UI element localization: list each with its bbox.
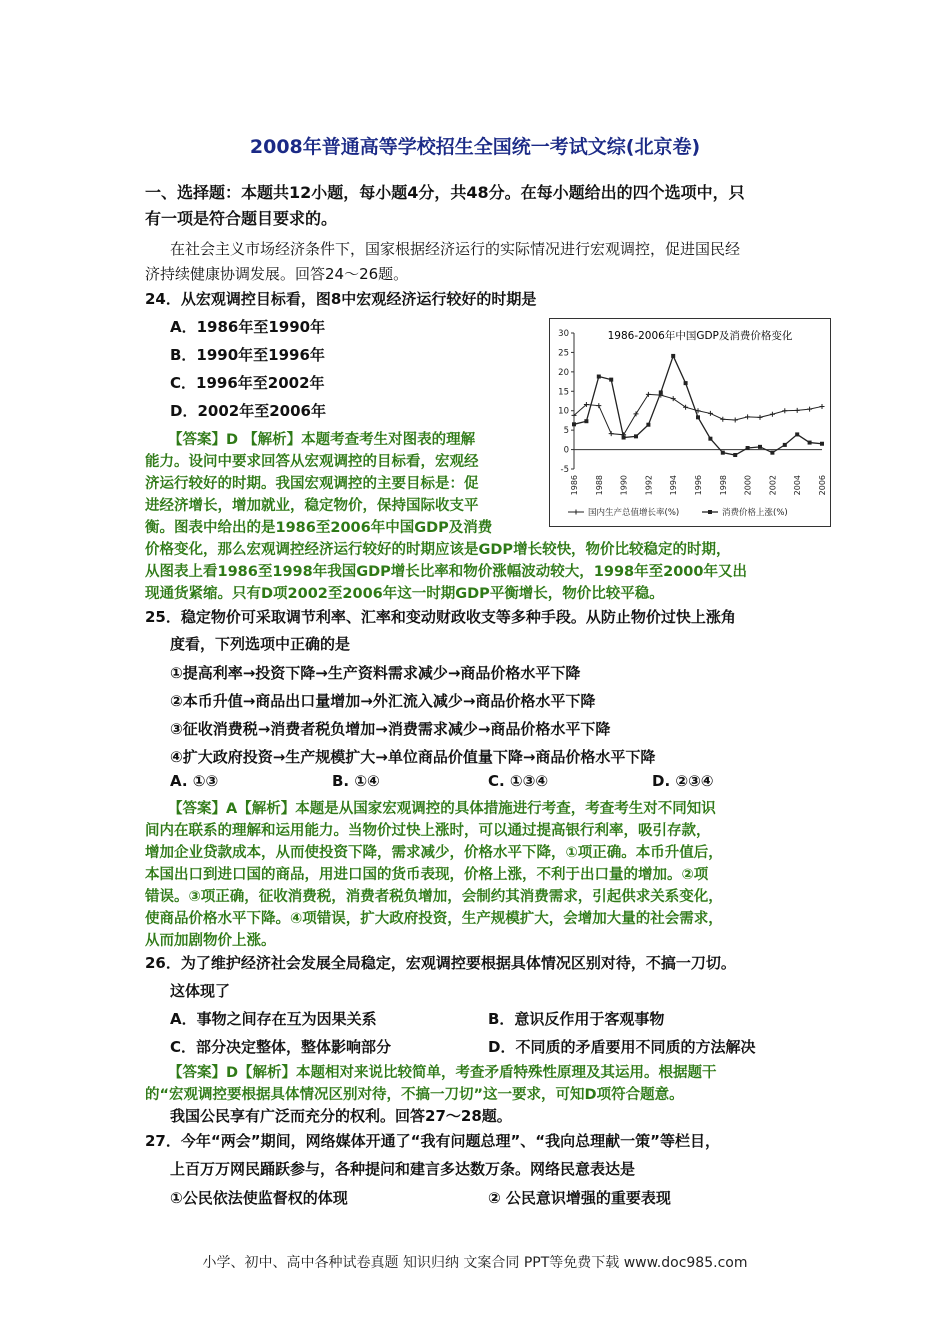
q24-option-a: A．1986年至1990年 (170, 318, 326, 336)
series-line (574, 394, 822, 434)
q26-answer-line: 的“宏观调控要根据具体情况区别对待，不搞一刀切”这一要求，可知D项符合题意。 (145, 1087, 684, 1103)
y-tick-label: 15 (558, 387, 569, 398)
data-point (795, 432, 799, 436)
q25-answer-line: 本国出口到进口国的商品，用进口国的货币表现，价格上涨，不利于出口量的增加。②项 (145, 867, 709, 883)
q24-answer-line: 价格变化，那么宏观调控经济运行较好的时期应该是GDP增长较快，物价比较稳定的时期， (145, 542, 731, 558)
data-point (584, 419, 588, 423)
q27-stem-line-2: 上百万万网民踊跃参与，各种提问和建言多达数万条。网络民意表达是 (170, 1160, 636, 1178)
q24-answer-line: 衡。图表中给出的是1986至2006年中国GDP及消费 (145, 520, 493, 536)
q25-choice-c: C. ①③④ (488, 772, 549, 790)
x-tick-label: 1998 (718, 475, 728, 496)
q26-option-c: C．部分决定整体，整体影响部分 (170, 1038, 392, 1056)
q24-option-c: C．1996年至2002年 (170, 374, 325, 392)
data-point (782, 408, 787, 413)
q25-stem-line-1: 25．稳定物价可采取调节利率、汇率和变动财政收支等多种手段。从防止物价过快上涨角 (145, 608, 736, 626)
q26-option-d: D．不同质的矛盾要用不同质的方法解决 (488, 1038, 756, 1056)
y-tick-label: 10 (558, 406, 569, 417)
q26-stem-line-1: 26．为了维护经济社会发展全局稳定，宏观调控要根据具体情况区别对待，不搞一刀切。 (145, 954, 736, 972)
data-point (646, 392, 651, 397)
y-tick-label: 20 (558, 367, 569, 378)
series-line (574, 356, 822, 455)
data-point (596, 403, 601, 408)
x-tick-label: 2002 (768, 475, 778, 496)
q25-answer-line: 从而加剧物价上涨。 (145, 933, 276, 949)
document-title: 2008年普通高等学校招生全国统一考试文综(北京卷) (249, 136, 701, 158)
q25-item: ②本币升值→商品出口量增加→外汇流入减少→商品价格水平下降 (170, 692, 596, 710)
chart-canvas (550, 319, 830, 526)
q24-answer-line: 从图表上看1986至1998年我国GDP增长比率和物价涨幅波动较大，1998年至2000年又出 (145, 564, 747, 580)
q24-answer-line: 能力。设问中要求回答从宏观调控的目标看，宏观经 (145, 454, 479, 470)
q26-answer-line: 【答案】D【解析】本题相对来说比较简单，考查矛盾特殊性原理及其运用。根据题干 (168, 1065, 717, 1081)
q25-answer-line: 错误。③项正确，征收消费税，消费者税负增加，会制约其消费需求，引起供求关系变化， (145, 889, 723, 905)
data-point (572, 422, 576, 426)
data-point (758, 415, 763, 420)
data-point (770, 412, 775, 417)
intro-27-28: 我国公民享有广泛而充分的权利。回答27～28题。 (170, 1107, 512, 1125)
data-point (807, 407, 812, 412)
footer-ad: 小学、初中、高中各种试卷真题 知识归纳 文案合同 PPT等免费下载 www.doc985.com (202, 1255, 748, 1271)
intro-line-1: 在社会主义市场经济条件下，国家根据经济运行的实际情况进行宏观调控，促进国民经 (170, 240, 741, 258)
data-point (634, 434, 638, 438)
intro-line-2: 济持续健康协调发展。回答24～26题。 (145, 265, 409, 283)
x-tick-label: 1992 (644, 475, 654, 496)
q25-item: ③征收消费税→消费者税负增加→消费需求减少→商品价格水平下降 (170, 720, 611, 738)
q27-item: ② 公民意识增强的重要表现 (488, 1189, 671, 1207)
data-point (758, 445, 762, 449)
data-point (622, 436, 626, 440)
gdp-cpi-chart (549, 318, 831, 527)
q25-choice-a: A. ①③ (170, 772, 219, 790)
data-point (646, 423, 650, 427)
data-point (746, 446, 750, 450)
data-point (733, 453, 737, 457)
q25-choice-d: D. ②③④ (652, 772, 714, 790)
data-point (770, 451, 774, 455)
q25-item: ①提高利率→投资下降→生产资料需求减少→商品价格水平下降 (170, 664, 581, 682)
data-point (609, 378, 613, 382)
q25-stem-line-2: 度看，下列选项中正确的是 (170, 635, 351, 653)
q24-answer-line: 【答案】D 【解析】本题考查考生对图表的理解 (168, 432, 476, 448)
section-heading-line-1: 一、选择题：本题共12小题，每小题4分，共48分。在每小题给出的四个选项中，只 (145, 183, 745, 202)
data-point (708, 411, 713, 416)
legend-marker (708, 510, 712, 514)
q27-item: ①公民依法使监督权的体现 (170, 1189, 348, 1207)
q25-answer-line: 使商品价格水平下降。④项错误，扩大政府投资，生产规模扩大，会增加大量的社会需求， (145, 911, 723, 927)
data-point (659, 390, 663, 394)
data-point (795, 408, 800, 413)
q26-stem-line-2: 这体现了 (170, 982, 231, 1000)
q25-answer-line: 间内在联系的理解和运用能力。当物价过快上涨时，可以通过提高银行利率，吸引存款， (145, 823, 711, 839)
x-tick-label: 1988 (594, 475, 604, 496)
data-point (696, 415, 700, 419)
x-tick-label: 2000 (743, 475, 753, 496)
q24-option-b: B．1990年至1996年 (170, 346, 325, 364)
data-point (808, 441, 812, 445)
q24-stem: 24．从宏观调控目标看，图8中宏观经济运行较好的时期是 (145, 290, 537, 308)
data-point (721, 451, 725, 455)
data-point (671, 354, 675, 358)
data-point (609, 431, 614, 436)
x-tick-label: 1986 (570, 475, 579, 496)
y-tick-label: 25 (558, 348, 569, 359)
legend-marker (574, 510, 579, 515)
data-point (720, 417, 725, 422)
q24-answer-line: 现通货紧缩。只有D项2002至2006年这一时期GDP平衡增长，物价比较平稳。 (145, 586, 664, 602)
x-tick-label: 2004 (793, 475, 803, 496)
x-tick-label: 2006 (818, 475, 827, 496)
x-tick-label: 1990 (619, 475, 629, 496)
legend-label: 消费价格上涨(%) (722, 508, 788, 518)
x-tick-label: 1994 (669, 475, 679, 496)
data-point (745, 414, 750, 419)
chart-title: 1986-2006年中国GDP及消费价格变化 (607, 330, 793, 342)
q24-answer-line: 进经济增长，增加就业，稳定物价，保持国际收支平 (145, 498, 479, 514)
data-point (820, 404, 825, 409)
q25-item: ④扩大政府投资→生产规模扩大→单位商品价值量下降→商品价格水平下降 (170, 748, 656, 766)
data-point (634, 411, 639, 416)
q25-answer-line: 【答案】A【解析】本题是从国家宏观调控的具体措施进行考查，考查考生对不同知识 (168, 801, 716, 817)
q26-option-b: B．意识反作用于客观事物 (488, 1010, 665, 1028)
data-point (708, 437, 712, 441)
q26-option-a: A．事物之间存在互为因果关系 (170, 1010, 377, 1028)
y-tick-label: 5 (563, 426, 569, 437)
q27-stem-line-1: 27．今年“两会”期间，网络媒体开通了“我有问题总理”、“我向总理献一策”等栏目， (145, 1132, 721, 1150)
q25-choice-b: B. ①④ (332, 772, 380, 790)
data-point (733, 418, 738, 423)
legend-label: 国内生产总值增长率(%) (588, 508, 680, 518)
data-point (684, 381, 688, 385)
q24-answer-line: 济运行较好的时期。我国宏观调控的主要目标是：促 (145, 476, 479, 492)
data-point (597, 375, 601, 379)
section-heading-line-2: 有一项是符合题目要求的。 (145, 209, 338, 228)
q24-option-d: D．2002年至2006年 (170, 402, 326, 420)
data-point (820, 442, 824, 446)
x-tick-label: 1996 (694, 475, 703, 496)
y-tick-label: -5 (560, 465, 569, 475)
q25-answer-line: 增加企业贷款成本，从而使投资下降，需求减少，价格水平下降，①项正确。本币升值后， (145, 845, 723, 861)
y-tick-label: 30 (558, 329, 569, 339)
y-tick-label: 0 (563, 445, 569, 456)
data-point (783, 443, 787, 447)
